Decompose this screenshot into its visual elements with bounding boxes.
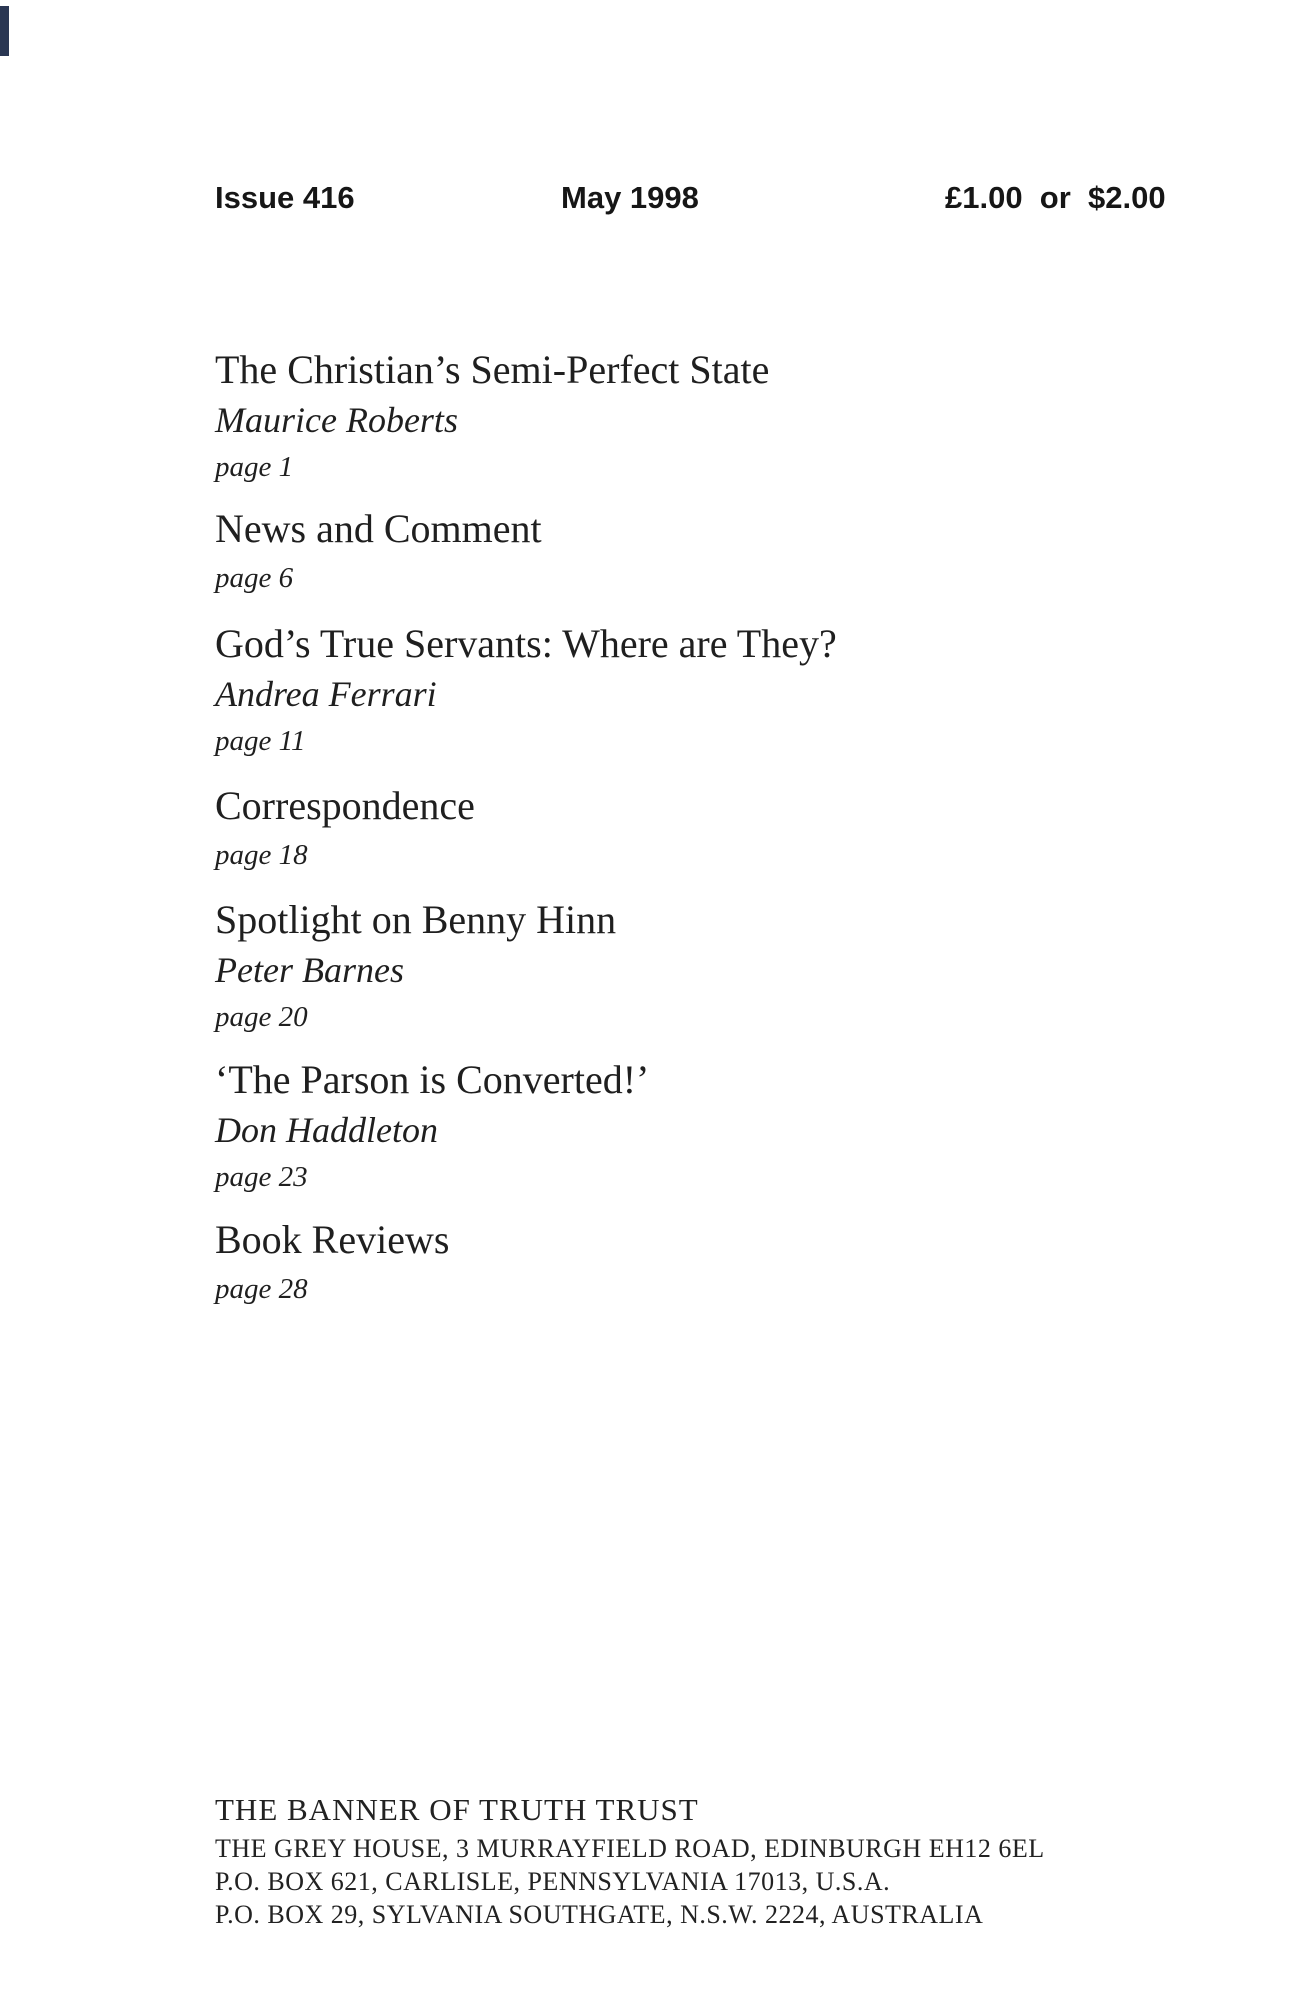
toc-entry [215, 894, 616, 1040]
issue-number: Issue 416 [215, 180, 355, 215]
article-title: News and Comment [215, 506, 542, 551]
article-title: The Christian’s Semi-Perfect State [215, 347, 770, 392]
article-author: Andrea Ferrari [215, 674, 437, 714]
article-page: page 28 [215, 1273, 308, 1305]
toc-entry [215, 344, 769, 490]
toc-entry [215, 1054, 649, 1200]
article-title: Book Reviews [215, 1217, 450, 1262]
article-page: page 18 [215, 839, 308, 871]
toc-entry [215, 618, 837, 764]
toc-entry [215, 780, 475, 878]
article-author: Peter Barnes [215, 950, 404, 990]
article-page: page 11 [215, 725, 306, 757]
article-author: Don Haddleton [215, 1110, 438, 1150]
article-author: Maurice Roberts [215, 400, 458, 440]
scan-edge-artifact [0, 6, 9, 56]
article-page: page 23 [215, 1161, 308, 1193]
publisher-address: THE GREY HOUSE, 3 MURRAYFIELD ROAD, EDINBURGH EH12 6EL [215, 1834, 1045, 1863]
toc-entry [215, 503, 542, 601]
issue-price: £1.00 or $2.00 [945, 180, 1166, 215]
article-page: page 20 [215, 1001, 308, 1033]
article-title: ‘The Parson is Converted!’ [215, 1057, 650, 1102]
article-title: God’s True Servants: Where are They? [215, 621, 837, 666]
publisher-address: P.O. BOX 29, SYLVANIA SOUTHGATE, N.S.W. 2224, AUSTRALIA [215, 1900, 984, 1929]
publisher-name: THE BANNER OF TRUTH TRUST [215, 1792, 699, 1827]
publisher-block [215, 1788, 1045, 1931]
toc-entry [215, 1214, 449, 1312]
article-title: Correspondence [215, 783, 475, 828]
publisher-address: P.O. BOX 621, CARLISLE, PENNSYLVANIA 17013, U.S.A. [215, 1867, 891, 1896]
article-title: Spotlight on Benny Hinn [215, 897, 617, 942]
article-page: page 1 [215, 451, 294, 483]
issue-date: May 1998 [561, 180, 699, 215]
article-page: page 6 [215, 562, 294, 594]
